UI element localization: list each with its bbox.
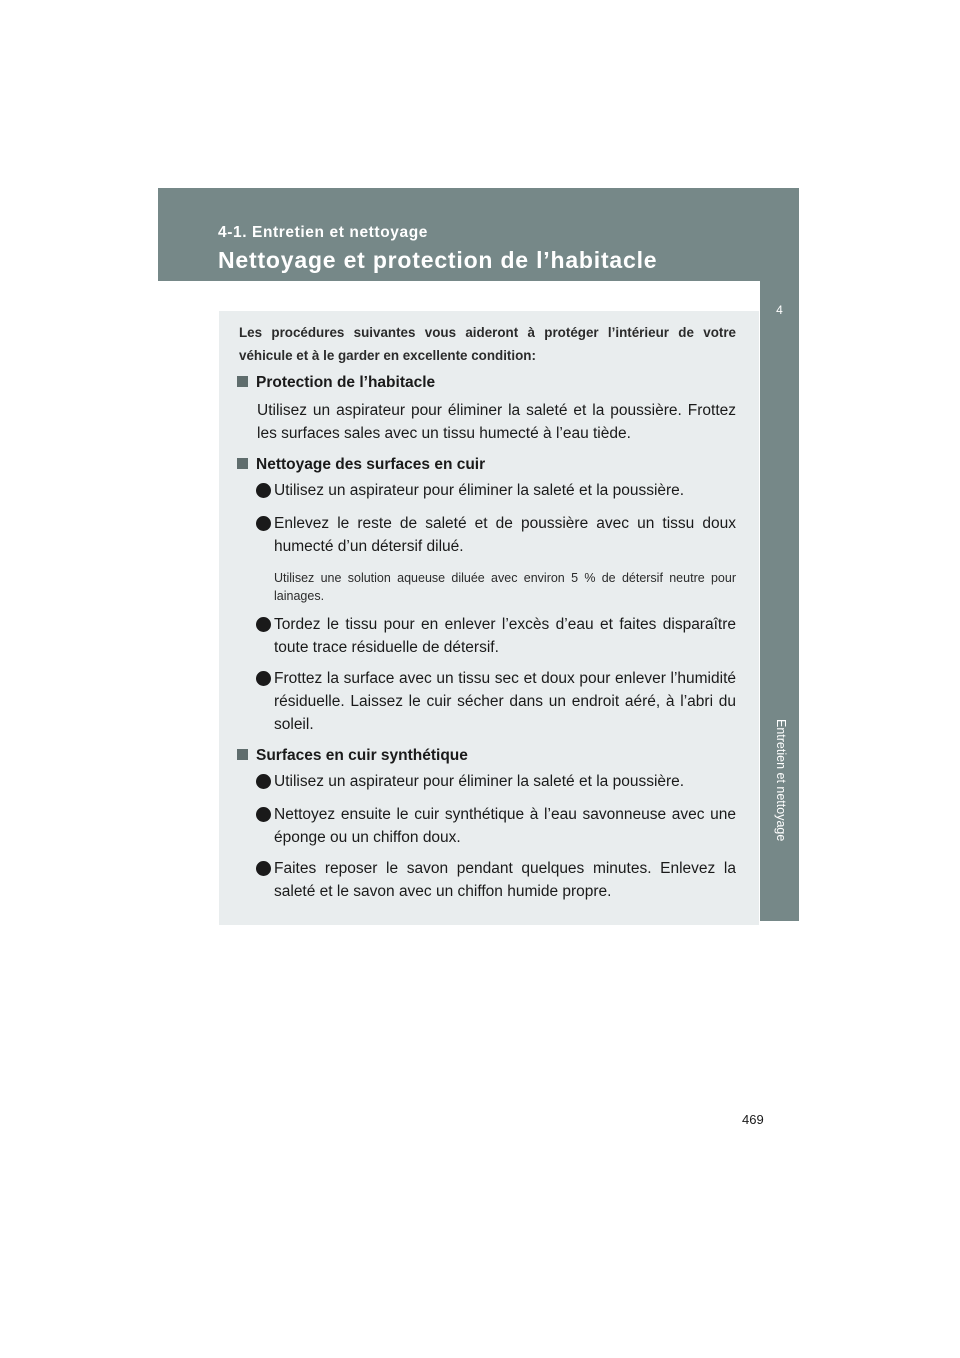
- chapter-label: Entretien et nettoyage: [774, 719, 788, 842]
- page-title: Nettoyage et protection de l’habitacle: [218, 247, 658, 273]
- interior-protection-text: Utilisez un aspirateur pour éliminer la saleté et la poussière. Frottez les surfaces sales avec un tissu humecté à l’eau tiède.: [257, 402, 736, 442]
- bullet-icon: [256, 516, 271, 531]
- page-header: [158, 188, 799, 281]
- chapter-side-tab: [760, 281, 799, 921]
- square-bullet-icon: [237, 458, 248, 469]
- leather-step-1: Utilisez un aspirateur pour éliminer la saleté et la poussière.: [274, 482, 685, 499]
- square-bullet-icon: [237, 749, 248, 760]
- synthetic-step-2: Nettoyez ensuite le cuir synthétique à l’eau savonneuse avec une éponge ou un chiffon doux.: [274, 806, 736, 846]
- page-number: 469: [742, 1112, 764, 1127]
- intro-text: Les procédures suivantes vous aideront à protéger l’intérieur de votre véhicule et à le garder en excellente condition:: [239, 325, 736, 363]
- heading-leather: Nettoyage des surfaces en cuir: [237, 456, 485, 474]
- square-bullet-icon: [237, 376, 248, 387]
- bullet-icon: [256, 483, 271, 498]
- bullet-icon: [256, 774, 271, 789]
- synthetic-step-1: Utilisez un aspirateur pour éliminer la saleté et la poussière.: [274, 773, 685, 790]
- synthetic-step-3: Faites reposer le savon pendant quelques minutes. Enlevez la saleté et le savon avec un chiffon humide propre.: [274, 860, 736, 900]
- bullet-icon: [256, 617, 271, 632]
- chapter-number: 4: [776, 303, 783, 317]
- content-box: [219, 311, 759, 925]
- heading-synthetic-leather: Surfaces en cuir synthétique: [237, 747, 468, 765]
- bullet-icon: [256, 861, 271, 876]
- detergent-note: Utilisez une solution aqueuse diluée avec environ 5 % de détersif neutre pour lainages.: [274, 571, 736, 603]
- leather-step-4: Frottez la surface avec un tissu sec et doux pour enlever l’humidité résiduelle. Laissez le cuir sécher dans un endroit aéré, à l’abri du soleil.: [274, 670, 736, 733]
- bullet-icon: [256, 807, 271, 822]
- leather-step-3: Tordez le tissu pour en enlever l’excès d’eau et faites disparaître toute trace résiduelle de détersif.: [274, 616, 736, 656]
- bullet-icon: [256, 671, 271, 686]
- leather-step-2: Enlevez le reste de saleté et de poussière avec un tissu doux humecté d’un détersif dilué.: [274, 515, 736, 555]
- heading-interior-protection: Protection de l’habitacle: [237, 374, 435, 392]
- section-label: 4-1. Entretien et nettoyage: [218, 224, 428, 241]
